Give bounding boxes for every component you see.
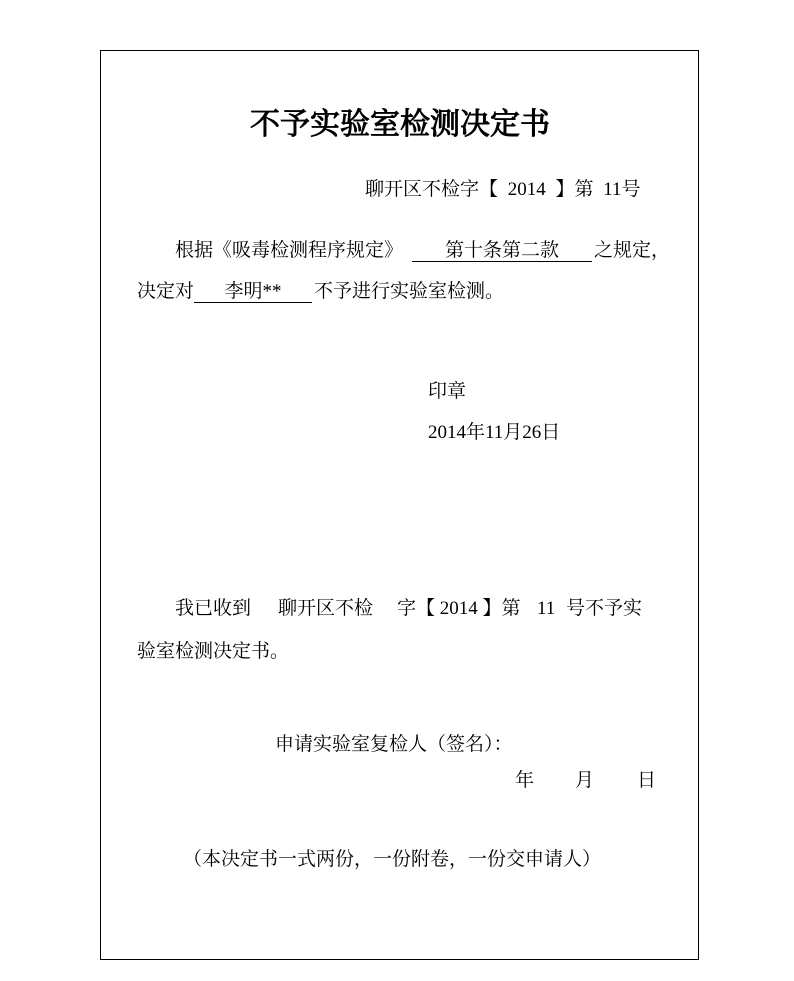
decision-prefix: 决定对 [137, 281, 195, 302]
decision-suffix: 不予进行实验室检测。 [314, 281, 505, 302]
date-month-label: 月 [575, 770, 595, 791]
receipt-agency: 聊开区不检 [278, 598, 374, 619]
receipt-line-2: 验室检测决定书。 [137, 641, 290, 662]
footer-note: （本决定书一式两份，一份附卷，一份交申请人） [183, 849, 602, 870]
receipt-ref-prefix: 字【 2014 】第 [397, 598, 521, 619]
article-field: 第十条第二款 [412, 241, 592, 262]
date-day-label: 日 [637, 770, 657, 791]
date-year-label: 年 [515, 770, 535, 791]
applicant-signature-label: 申请实验室复检人（签名）： [275, 734, 513, 755]
receipt-ref-suffix: 号不予实 [566, 598, 643, 619]
subject-name-field: 李明** [194, 282, 312, 303]
legal-basis-text: 根据《吸毒检测程序规定》 [175, 240, 404, 261]
receipt-received-text: 我已收到 [175, 598, 252, 619]
issue-date: 2014年11月26日 [428, 422, 561, 443]
receipt-ref-number: 11 [537, 598, 556, 619]
document-number: 聊开区不检字【 2014 】第 11号 [365, 179, 641, 200]
legal-basis-suffix: 之规定， [594, 240, 671, 261]
seal-label: 印章 [428, 381, 467, 402]
document-title: 不予实验室检测决定书 [250, 108, 550, 141]
